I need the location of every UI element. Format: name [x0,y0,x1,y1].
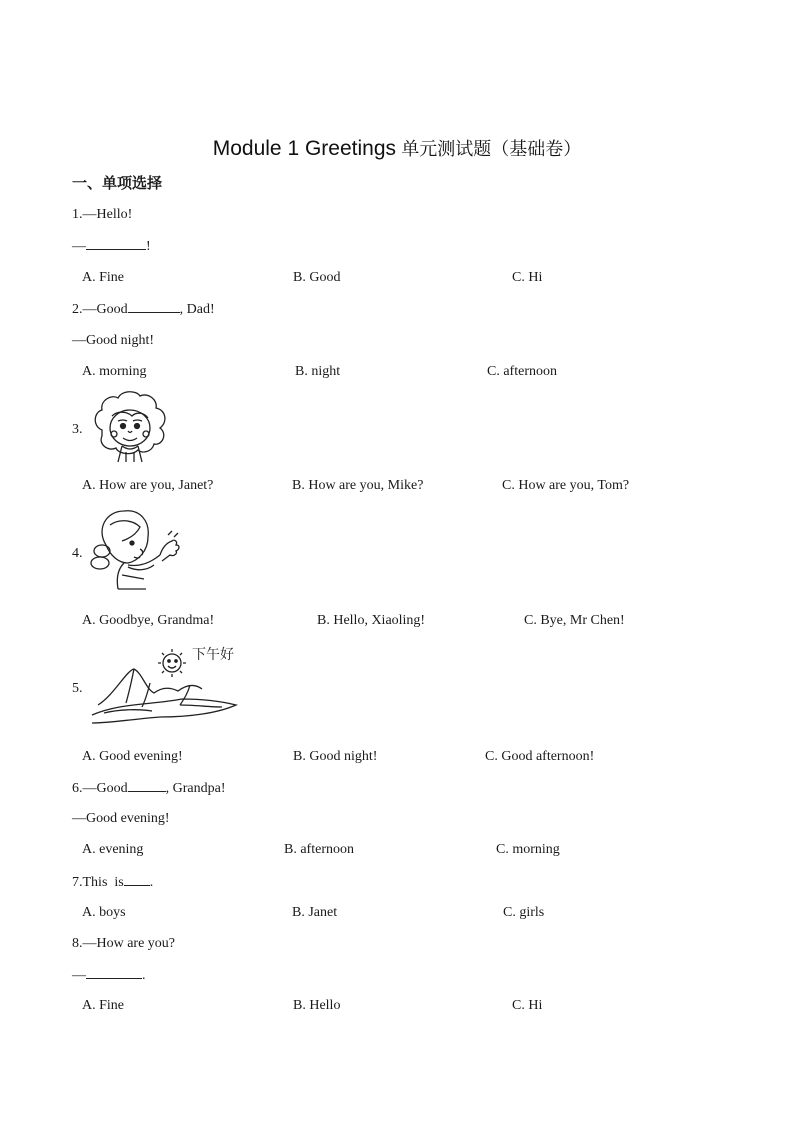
q2-option-b: B. night [295,364,341,379]
q6-suffix: , Grandpa! [165,781,226,796]
q4-option-a: A. Goodbye, Grandma! [82,613,215,628]
q2-option-a: A. morning [82,364,147,379]
q2-blank [128,300,180,313]
q6-line2: —Good evening! [72,811,170,826]
title-english: Module 1 Greetings [212,137,397,160]
page-title [0,134,794,164]
q8-dash: — [72,968,86,983]
q5-caption: 下午好 [192,647,234,663]
q8-blank [86,966,142,979]
q3-number: 3. [72,422,83,437]
q1-option-b: B. Good [293,270,341,285]
waving-girl-image [88,505,184,591]
q1-prompt: —Hello! [82,207,133,222]
q1-line1 [72,206,132,224]
q2-line2: —Good night! [72,333,155,348]
q7-option-c: C. girls [503,905,545,920]
q6-prefix: 6.—Good [72,781,128,796]
q1-option-c: C. Hi [512,270,543,285]
q7-option-a: A. boys [82,905,126,920]
q8-option-a: A. Fine [82,998,124,1013]
q5-option-a: A. Good evening! [82,749,183,764]
q7-option-b: B. Janet [292,905,338,920]
q5-option-c: C. Good afternoon! [485,749,595,764]
q3-option-a: A. How are you, Janet? [82,478,214,493]
q1-line2 [72,237,151,256]
q3-option-c: C. How are you, Tom? [502,478,630,493]
girl-face-image [88,390,174,464]
q1-number: 1. [72,207,83,222]
q1-dash: — [72,239,86,254]
q8-end: . [142,968,146,983]
q6-option-a: A. evening [82,842,144,857]
title-chinese: 单元测试题（基础卷） [401,139,582,160]
afternoon-sun-image [90,643,240,729]
q3-option-b: B. How are you, Mike? [292,478,424,493]
q4-option-c: C. Bye, Mr Chen! [524,613,625,628]
section-heading: 一、单项选择 [72,174,163,192]
q8-option-b: B. Hello [293,998,341,1013]
q5-number: 5. [72,681,83,696]
q8-line2 [72,966,146,985]
q5-option-b: B. Good night! [293,749,378,764]
q4-option-b: B. Hello, Xiaoling! [317,613,426,628]
q2-suffix: , Dad! [179,302,215,317]
q8-option-c: C. Hi [512,998,543,1013]
q2-line1 [72,300,215,319]
q7-prefix: 7.This is [72,875,124,890]
q6-option-c: C. morning [496,842,560,857]
q7-suffix: . [149,875,154,890]
q4-number: 4. [72,546,83,561]
q6-line1 [72,779,226,798]
q1-end: ! [146,239,151,254]
q7-blank [124,873,150,886]
q8-line1: 8.—How are you? [72,936,176,951]
q2-option-c: C. afternoon [487,364,557,379]
q1-blank [86,237,146,250]
q6-blank [128,779,166,792]
q2-prefix: 2.—Good [72,302,128,317]
q6-option-b: B. afternoon [284,842,354,857]
q7-line1 [72,873,153,892]
q1-option-a: A. Fine [82,270,124,285]
